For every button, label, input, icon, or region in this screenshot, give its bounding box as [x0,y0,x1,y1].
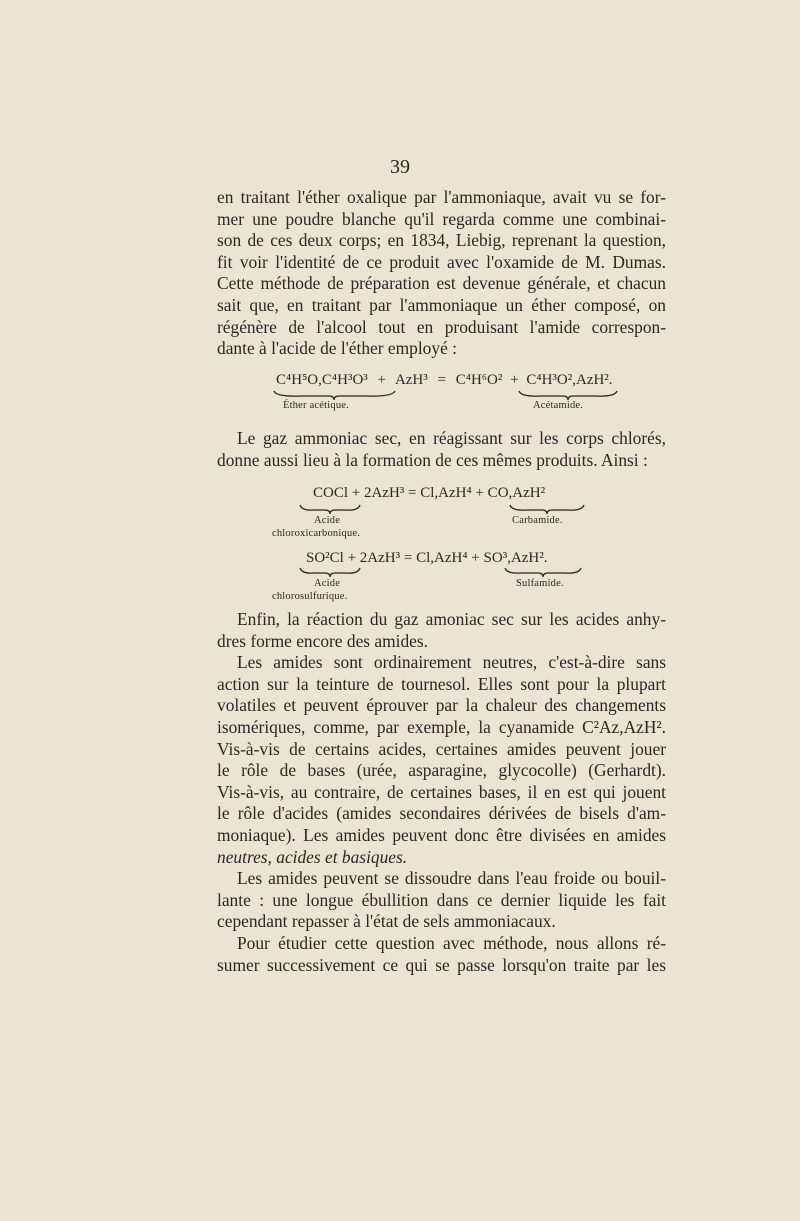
text-line: Vis-à-vis de certains acides, certaines amides peuvent jouer [217,738,666,759]
paragraph-2 [217,428,666,471]
text-line: en traitant l'éther oxalique par l'ammoniaque, avait vu se for- [217,187,666,207]
text-line: régénère de l'alcool tout en produisant l'amide correspon- [217,316,666,337]
equation-2: COCl + 2AzH³ = Cl,AzH⁴ + CO,AzH² [313,485,546,501]
text-line: donne aussi lieu à la formation de ces mêmes produits. Ainsi : [217,449,648,470]
text-line: Le gaz ammoniac sec, en réagissant sur les corps chlorés, [237,428,666,448]
text-line: fit voir l'identité de ce produit avec l'oxamide de M. Dumas. [217,251,666,272]
text-line: son de ces deux corps; en 1834, Liebig, reprenant la question, [217,230,666,251]
page-number: 39 [390,156,410,178]
caption-chlorosulfurique: chlorosulfurique. [272,591,348,602]
text-line: le rôle d'acides (amides secondaires dérivées de bisels d'am- [217,803,666,824]
equation-3: SO²Cl + 2AzH³ = Cl,AzH⁴ + SO³,AzH². [306,550,548,566]
text-line: moniaque). Les amides peuvent donc être divisées en amides [217,824,666,845]
caption-sulfamide: Sulfamide. [516,578,564,589]
text-line: isomériques, comme, par exemple, la cyanamide C²Az,AzH². [217,716,666,737]
text-line: neutres, acides et basiques. [217,846,408,867]
caption-carbamide: Carbamide. [512,515,563,526]
caption-ether-acetique: Éther acétique. [283,400,349,411]
text-line: Pour étudier cette question avec méthode, nous allons ré- [237,932,666,953]
caption-acetamide: Acétamide. [533,400,584,411]
text-line: volatiles et peuvent éprouver par la chaleur des changements [217,695,666,716]
paragraph-3 [217,609,666,976]
text-line: Cette méthode de préparation est devenue générale, et chacun [217,273,666,294]
text-line: cependant repasser à l'état de sels ammoniacaux. [217,911,556,932]
text-line: Les amides sont ordinairement neutres, c'est-à-dire sans [237,652,666,673]
caption-acide: Acide [314,515,341,526]
text-line: lante : une longue ébullition dans ce dernier liquide les fait [217,889,666,910]
eq1-rhs1: C⁴H⁶O² [455,372,503,388]
underbrace [503,566,583,578]
underbrace [298,503,362,515]
paragraph-1 [217,187,666,360]
text-line: mer une poudre blanche qu'il regarda comme une combinai- [217,208,666,229]
text-line: dante à l'acide de l'éther employé : [217,338,457,359]
text-line: sumer successivement ce qui se passe lorsqu'on traite par les [217,954,666,975]
caption-acide: Acide [314,578,341,589]
eq1-equals: = [437,372,446,388]
underbrace [508,503,586,515]
text-line: sait que, en traitant par l'ammoniaque un éther composé, on [217,294,666,315]
text-line: dres forme encore des amides. [217,630,429,651]
caption-chloroxicarbonique: chloroxicarbonique. [272,528,361,539]
text-line: le rôle de bases (urée, asparagine, glycocolle) (Gerhardt). [217,760,666,781]
eq1-lhs2: AzH³ [394,372,428,388]
text-line: Les amides peuvent se dissoudre dans l'eau froide ou bouil- [237,868,666,889]
text-line: action sur la teinture de tournesol. Elles sont pour la plupart [217,673,666,694]
equation-1 [276,372,613,389]
eq1-plus: + [377,372,386,388]
text-line: Vis-à-vis, au contraire, de certaines bases, il en est qui jouent [217,781,666,802]
eq1-rhs2: C⁴H³O²,AzH². [526,372,613,388]
eq1-lhs1: C⁴H⁵O,C⁴H³O³ [276,372,368,388]
text-line: Enfin, la réaction du gaz amoniac sec sur les acides anhy- [237,609,666,629]
underbrace [298,566,362,578]
eq1-plus: + [510,372,519,388]
